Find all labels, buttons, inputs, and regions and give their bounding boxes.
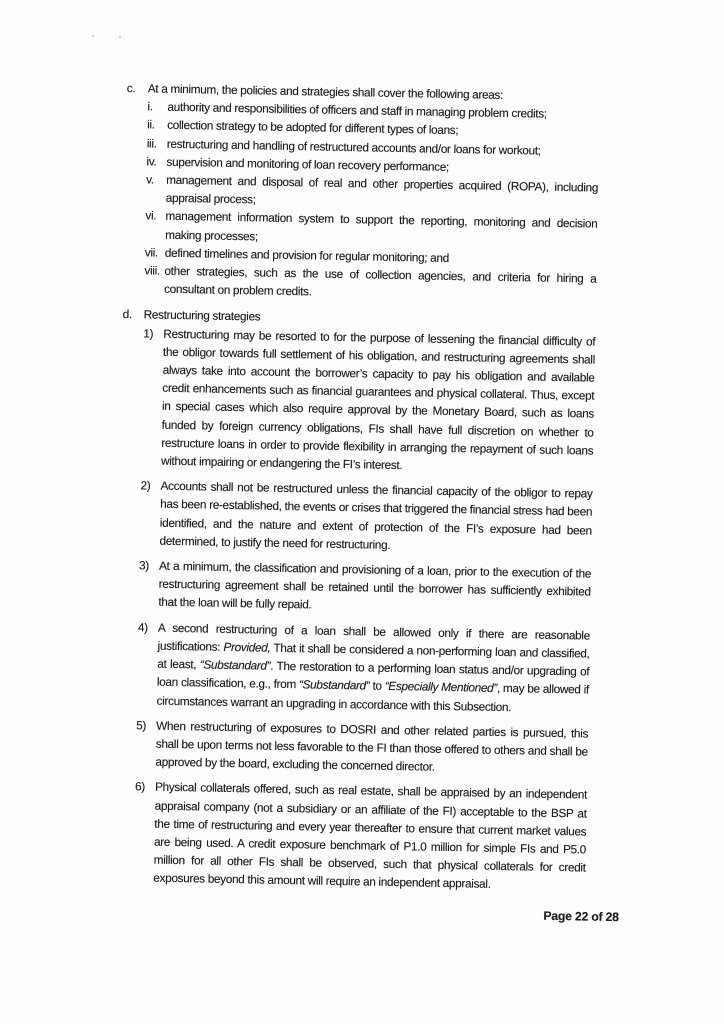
paragraph-item	[135, 716, 588, 779]
page-content	[112, 79, 634, 926]
list-item-text: authority and responsibilities of officers and staff in managing problem credits;	[167, 99, 547, 121]
list-item-text: supervision and monitoring of loan recovery performance;	[166, 154, 450, 174]
scan-speck	[119, 36, 121, 38]
paragraph-item	[139, 477, 592, 558]
paragraph-item	[133, 778, 587, 895]
section-d-body	[133, 306, 596, 895]
list-item-number: vii.	[144, 245, 159, 260]
list-item-text: restructuring and handling of restructured accounts and/or loans for workout;	[166, 136, 541, 158]
list-item-number: vi.	[145, 208, 157, 223]
section-d	[112, 305, 596, 895]
paragraph-text: At a minimum, the classification and provisioning of a loan, prior to the execution of the restructuring agreement shall be retained until the borrower has sufficiently exhibited that the loan will be fully repaid.	[158, 558, 592, 612]
list-item-number: ii.	[147, 117, 155, 132]
paragraph-text: When restructuring of exposures to DOSRI and other related parties is pursued, this shall be upon terms not less favorable to the FI than those offered to others and shall be approved by the board, excluding the concerned director.	[155, 718, 589, 774]
page-footer	[112, 898, 619, 925]
section-c-list	[144, 98, 600, 306]
list-item-number: iv.	[146, 154, 157, 169]
list-item-text: other strategies, such as the use of collection agencies, and criteria for hiring a consultant on problem credits.	[164, 263, 597, 299]
section-d-title: Restructuring strategies	[143, 307, 261, 324]
page-number: Page 22 of 28	[543, 908, 619, 924]
section-c-label: c.	[126, 80, 136, 96]
list-item-number: iii.	[146, 135, 157, 151]
list-item-text: management and disposal of real and other properties acquired (ROPA), including appraisal process;	[165, 172, 599, 207]
paragraph-number: 1)	[143, 325, 154, 341]
list-item-number: v.	[146, 172, 154, 187]
paragraph-text: Accounts shall not be restructured unless the financial capacity of the obligor to repay has been re-established, the events or crises that triggered the financial stress had been identified, and the nature and extent of protection of the FI’s exposure had been determined, to justify the need for restructuring.	[159, 478, 593, 552]
section-c	[123, 79, 600, 306]
list-item-text: defined timelines and provision for regular monitoring; and	[164, 245, 450, 265]
paragraph-text: Physical collaterals offered, such as real estate, shall be appraised by an independent appraisal company (not a subsidiary or an affiliate of the FI) acceptable to the BSP at the time of restructuring and every year thereafter to ensure that current market values are being used. A credit exposure benchmark of P1.0 million for simple FIs and P5.0 million for all other FIs shall be observed, such that physical collaterals for credit exposures beyond this amount will require an independent appraisal.	[153, 779, 588, 892]
paragraph-number: 5)	[136, 717, 147, 733]
list-item-number: i.	[147, 99, 153, 114]
paragraph-item	[141, 324, 596, 478]
section-c-intro: At a minimum, the policies and strategies shall cover the following areas:	[147, 81, 504, 102]
paragraph-number: 2)	[140, 478, 151, 493]
scan-speck	[92, 35, 94, 37]
section-c-body	[144, 79, 600, 306]
list-item	[144, 261, 597, 306]
section-d-label: d.	[122, 307, 132, 322]
paragraph-number: 4)	[137, 619, 148, 635]
paragraph-number: 6)	[134, 779, 146, 794]
paragraph-text: Restructuring may be resorted to for the purpose of lessening the financial difficulty of the obligor towards full settlement of his obligation, and restructuring agreements shall always take into account the borrower’s capacity to pay his obligation and available credit enhancements such as financial guarantees and physical collateral. Thus, except in special cases which also require approval by the Monetary Board, such as loans funded by foreign currency obligations, FIs shall have full discretion on whether to restructure loans in order to provide flexibility in arranging the repayment of such loans without impairing or endangering the FI’s interest.	[160, 326, 596, 473]
list-item-text: collection strategy to be adopted for different types of loans;	[167, 118, 459, 138]
paragraph-text: A second restructuring of a loan shall be allowed only if there are reasonable justifications: Provided, That it shall be considered a non-performing loan and classified, at least, “Substandard”. The restoration to a performing loan status and/or upgrading of loan classification, e.g., from “Substandard” to “Especially Mentioned”, may be allowed if circumstances warrant an upgrading in accordance with this Subsection.	[156, 620, 591, 714]
paragraph-number: 3)	[138, 558, 150, 573]
list-item-number: viii.	[144, 263, 161, 278]
paragraph-item	[136, 618, 590, 717]
list-item-text: management information system to support the reporting, monitoring and decision making processes;	[165, 209, 598, 244]
paragraph-item	[138, 556, 591, 619]
